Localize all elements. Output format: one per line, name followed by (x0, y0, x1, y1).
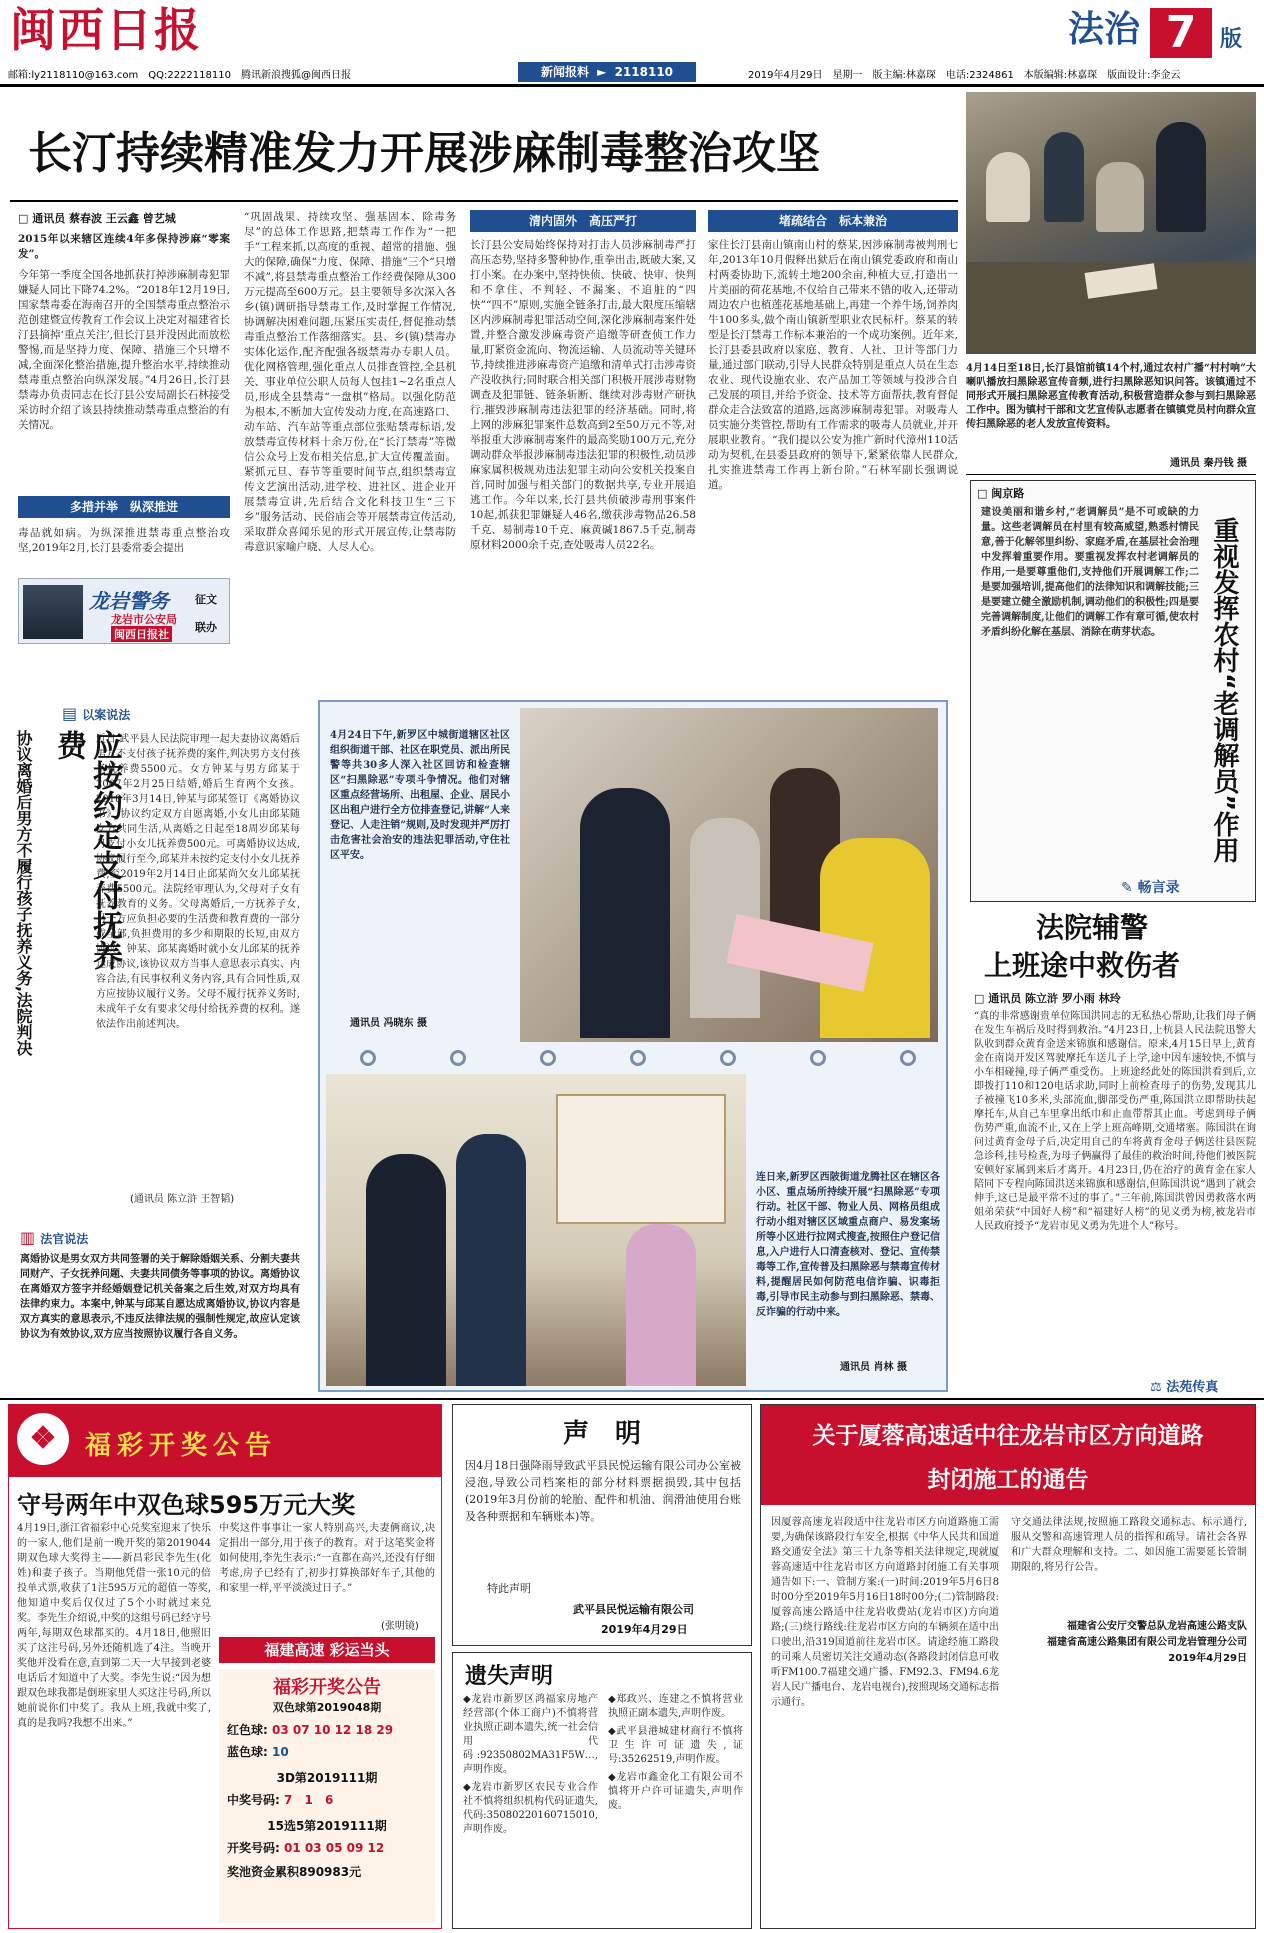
lottery-notice-title: 福彩开奖公告 (273, 1677, 381, 1698)
case-credit: (通讯员 陈立浒 王智韬) (130, 1194, 235, 1205)
masthead-rule (0, 84, 1264, 87)
village-elders-photo (966, 92, 1256, 354)
section-name: 法治 (1068, 9, 1141, 50)
lost-list (463, 1693, 743, 1925)
mid-caption-2: 连日来,新罗区西陂街道龙腾社区在辖区各小区、重点场所持续开展“扫黑除恶”专项行动。社区干部、物业人员、网格员组成行动小组对辖区区域重点商户、易发案场所等小区进行拉网式搜查,按照住户登记信息,入户进行人口清查核对、登记、宣传禁毒等工作,宣传普及扫黑除恶与禁毒宣传材料,提醒居民如何防范电信诈骗、识毒拒毒,引导市民主动参与到扫黑除恶、禁毒、反诈骗的行动中来。 (756, 1172, 940, 1318)
court-body: “真的非常感谢贵单位陈国洪同志的无私热心帮助,让我们母子俩在发生车祸后及时得到救治。”4月23日,上杭县人民法院迅警大队收到群众黄育金送来锦旗和感谢信。原来,4月15日早上,黄育金在南岗开发区驾驶摩托车送儿子上学,途中因车速较快,不慎与小车相碰撞,母子俩严重受伤。上班途经此处的陈国洪看到后,立即拨打110和120电话求助,同时上前检查母子的伤势,发现其儿子被撞飞10多米,头部流血,脚部受伤严重,陈国洪立即帮助扶起摩托车,从自己车里拿出纸巾和止血带帮其止血。考虑到母子俩伤势严重,血流不止,又在上学上班高峰期,交通堵塞。陈国洪在询问过黄育金母子后,决定用自己的车将黄育金母子俩送往县医院急诊科,挂号检查,为母子俩赢得了最佳的救治时间,待他们被医院安顿好家属到来后才离开。4月23日,仍在治疗的黄育金在家人陪同下专程向陈国洪送来锦旗和感谢信,但陈国洪说“遇到了就会伸手,这已是最平常不过的事了。”三年前,陈国洪曾因勇救落水两姐弟荣获“中国好人榜”和“福建好人榜”的见义勇为榜,被龙岩市人民政府授予“龙岩市见义勇为先进个人”称号。 (974, 1011, 1256, 1232)
lottery-15x5-title: 15选5第2019111期 (267, 1819, 387, 1833)
masthead (0, 0, 1264, 80)
lead-col4: 家住长汀县南山镇南山村的蔡某,因涉麻制毒被判刑七年,2013年10月假释出狱后在南山镇党委政府和南山村两委协助下,流转土地200余亩,种植大豆,打造出一片美丽的荷花基地,不仅给自己带来不错的收入,还带动周边农户也植莲花基地基础上,再建一个养牛场,饲养肉牛100多头,做个南山镇新型职业农民标杆。蔡某的转型是长汀禁毒工作标本兼治的一个成功案例。近年来,长汀县委县政府以家庭、教育、人社、卫计等部门力量,通过部门联动,引导人民群众特别是重点人员在生态农业、现代设施农业、农产品加工等领域与投涉合自己发展的项目,并给予资金、技术等方面帮扶,教育督促群众走合法致富的道路,远离涉麻制毒犯罪。对吸毒人员实施分类管控,帮助有工作需求的吸毒人员就业,并开展职业教育。“我们提以公安为推广新时代漳州110活动为契机,在县委县政府的领导下,紧紧依靠人民群众,扎实推进禁毒工作再上新台阶。”石林军副长强调说道。 (708, 239, 958, 491)
hotline-label: 新闻报料 (540, 65, 589, 79)
lost-title: 遗失声明 (465, 1664, 554, 1689)
comment-title: 重视发挥农村“老调解员”作用 (1209, 517, 1239, 864)
lottery-headline: 守号两年中双色球595万元大奖 (17, 1491, 356, 1519)
lead-subhead-1: 多措并举 纵深推进 (18, 496, 230, 518)
statement-box (452, 1404, 752, 1646)
village-photo-credit: 通讯员 秦丹钱 摄 (1170, 458, 1247, 469)
right-col-rule (966, 474, 1256, 475)
lead-col1b: 毒品就如病。为纵深推进禁毒重点整治攻坚,2019年2月,长汀县委常委会提出 (18, 527, 230, 554)
statement-org: 武平县民悦运输有限公司 (573, 1603, 694, 1616)
lead-headline-rule (10, 200, 958, 202)
lead-col1: 今年第一季度全国各地抓获打掉涉麻制毒犯罪嫌疑人同比下降74.2%。“2018年12月19日,国家禁毒委在海南召开的全国禁毒重点整治示范创建暨宣传教育工作会议上决定对福建省长汀县摘掉‘重点关注’,但长汀县并没因此而放松警惕,而是坚持力度、保障、措施三个只增不减,全面深化整治措施,提升整治水平,持续推动禁毒重点整治向纵深发展。”4月26日,长汀县禁毒办负责同志在长汀县公安局副长石林接受采访时介绍了该县持续推动禁毒重点整治的有关情况。 (18, 269, 230, 431)
lost-item: ◆龙岩市鑫金化工有限公司不慎将开户许可证遗失,声明作废。 (608, 1772, 743, 1811)
road-notice-title-1: 关于厦蓉高速适中往龙岩市区方向道路 (812, 1423, 1204, 1449)
village-photo-caption: 4月14日至18日,长汀县馆前镇14个村,通过农村广播“村村响”大喇叭播放扫黑除恶宣传音频,进行扫黑除恶知识问答。该镇通过不同形式开展扫黑除恶宣传教育活动,积极营造群众参与到扫黑除恶工作中。图为镇村干部和文艺宣传队志愿者在镇镇党员村向群众宣传扫黑除恶的老人发放宣传资料。 (966, 363, 1256, 430)
lottery-section (8, 1404, 442, 1929)
community-check-photo-1 (520, 708, 938, 1042)
lottery-notice-box (219, 1669, 435, 1923)
road-notice-body: 因厦蓉高速龙岩段适中往龙岩市区方向道路施工需要,为确保该路段行车安全,根据《中华人民共和国道路交通安全法》第三十九条等相关法律规定,现就厦蓉高速适中往龙岩市区方向道路封闭施工有关事项通告如下:一、管制方案:(一)时间:2019年5月6日8时00分至2019年5月16日18时00分;(二)管制路段:厦蓉高速公路适中往龙岩收费站(龙岩市区)方向道路;(三)绕行路线:往龙岩市区方向的车辆须在适中出口驶出,沿319国道前往龙岩市区。请途经施工路段的司乘人员密切关注交通动态(各路段封闭信息可收听FM100.7福建交通广播、FM92.3、FM94.6龙岩人民广播电台、龙岩电视台),按照现场交通标志指示通行。 (771, 1517, 999, 1708)
lead-subhead-2: 清内固外 高压严打 (470, 210, 696, 232)
gavel-icon: ▥ (20, 1228, 36, 1247)
mid-credit-1: 通讯员 冯晓东 摄 (350, 1018, 427, 1029)
lottery-3d-title: 3D第2019111期 (276, 1771, 378, 1785)
lottery-3d-label: 中奖号码: (227, 1793, 280, 1807)
road-notice-header (761, 1405, 1255, 1505)
comment-label-text: 畅言录 (1137, 880, 1180, 896)
court-label (1150, 1376, 1218, 1395)
road-notice-org-2: 福建省高速公路集团有限公司龙岩管理分公司 (1047, 1637, 1247, 1648)
mid-caption-1: 4月24日下午,新罗区中城街道辖区社区组织街道干部、社区在职党员、派出所民警等共30多人深入社区回访和检查辖区“扫黑除恶”专项斗争情况。他们对辖区重点经营场所、出租屋、企业、居民小区出租户进行全方位排查登记,讲解“人来登记、人走注销”规则,及时发现并严厉打击危害社会治安的违法犯罪活动,守住社区平安。 (330, 730, 510, 861)
lottery-3d-row (227, 1791, 337, 1808)
lottery-15x5-label: 开奖号码: (227, 1841, 280, 1855)
case-tag-text: 以案说法 (82, 708, 131, 722)
lottery-15x5-row (227, 1839, 384, 1856)
police-ad-org1: 龙岩市公安局 (111, 613, 177, 626)
lottery-red-row (227, 1721, 393, 1738)
case-body-tail (12, 1142, 300, 1158)
red-ball-label: 红色球: (227, 1723, 268, 1737)
lottery-blue-row (227, 1743, 289, 1760)
statement-end: 特此声明 (487, 1582, 531, 1595)
road-notice-date: 2019年4月29日 (1168, 1653, 1247, 1664)
lead-headline: 长汀持续精准发力开展涉麻制毒整治攻坚 (28, 128, 820, 179)
case-comment: 离婚协议是男女双方共同签署的关于解除婚姻关系、分割夫妻共同财产、子女抚养问题、夫妻共同债务等事项的协议。离婚协议在离婚双方签字并经婚姻登记机关备案之后生效,对双方均具有法律约束力。本案中,钟某与邱某自愿达成离婚协议,协议内容是双方真实的意思表示,不违反法律法规的强制性规定,故应认定该协议为有效协议,双方应当按照协议履行各自义务。 (20, 1254, 300, 1340)
blue-ball-numbers: 10 (272, 1745, 289, 1759)
lottery-credit: (张明镜) (381, 1621, 419, 1632)
comment-box (970, 480, 1256, 902)
scale-icon: ⚖ (1150, 1380, 1162, 1395)
book-icon: ▤ (62, 704, 78, 723)
police-ad-org2: 闽西日报社 (111, 626, 172, 642)
case-tag2 (20, 1228, 88, 1247)
road-notice-body-2: 守交通法律法规,按照施工路段交通标志、标示通行,服从交警和高速管理人员的指挥和疏导。请社会各界和广大群众理解和支持。二、如因施工需要延长管制期限的,将另行公告。 (1011, 1517, 1247, 1573)
blue-ball-label: 蓝色球: (227, 1745, 268, 1759)
page-suffix: 版 (1220, 27, 1243, 52)
road-notice-org-1: 福建省公安厅交警总队龙岩高速公路支队 (1067, 1621, 1247, 1632)
lead-subhead-3: 堵疏结合 标本兼治 (708, 210, 958, 232)
police-ad-tag2: 联办 (195, 621, 217, 634)
case-title: 应按约定支付抚养费 (51, 730, 122, 970)
lottery-notice-sub: 双色球第2019048期 (272, 1701, 382, 1714)
lost-item: ◆武平县港城建材商行不慎将卫生许可证遗失,证号:35262519,声明作废。 (608, 1726, 743, 1765)
community-check-photo-2 (326, 1074, 746, 1386)
statement-date: 2019年4月29日 (601, 1623, 688, 1636)
lottery-banner (9, 1405, 441, 1477)
lost-item: ◆龙岩市新罗区农民专业合作社不慎将组织机构代码证遗失,代码:35080220160715010,声明作废。 (463, 1782, 598, 1835)
lost-box (452, 1652, 752, 1929)
lost-item: ◆郑政兴、连建之不慎将营业执照正副本遗失,声明作废。 (608, 1694, 743, 1719)
lead-col2: “巩固战果、持续攻坚、强基固本、除毒务尽”的总体工作思路,把禁毒工作作为“一把手”工程来抓,以高度的重视、超常的措施、强大的保障,确保“力度、保障、措施”三个“只增不减”,将县禁毒重点整治工作经费保障从300万元提高至600万元。县主要领导多次深入各乡(镇)调研指导禁毒工作,及时掌握工作情况,协调解决困难问题,压紧压实责任,督促推动禁毒重点整治工作落细落实。县、乡(镇)禁毒办实体化运作,配齐配强各级禁毒办专职人员。优化网格管理,强化重点人员排查管控,全县机关、事业单位公职人员每人包挂1~2名重点人员,形成全县禁毒“一盘棋”格局。以强化防范为根本,不断加大宣传发动力度,在高速路口、动车站、汽车站等重点部位张贴禁毒标语,发放禁毒宣传材料十余万份,在“长汀禁毒”等微信公众号上发布相关信息,扩大宣传覆盖面。紧抓元旦、春节等重要时间节点,组织禁毒宣传文艺演出活动,进学校、进社区、进企业开展禁毒宣讲,先后结合文化科技卫生“三下乡”服务活动、民俗庙会等开展禁毒宣传活动,采取群众喜闻乐见的形式开展宣传,让禁毒防毒意识家喻户晓、人尽人心。 (244, 211, 456, 553)
welfare-lottery-logo: ❖ (17, 1413, 69, 1465)
page-number-box (1150, 8, 1212, 58)
lottery-15x5-numbers: 01 03 05 09 12 (284, 1841, 385, 1855)
court-title-2: 上班途中救伤者 (984, 949, 1181, 982)
lottery-banner-text: 福彩开奖公告 (85, 1431, 278, 1461)
date-line: 2019年4月29日 星期一 版主编:林嘉琛 电话:2324861 本版编辑:林嘉琛 版面设计:李金云 (748, 70, 1181, 81)
court-label-text: 法苑传真 (1166, 1380, 1219, 1395)
comment-tag: □ 闽京路 (977, 487, 1025, 500)
police-ad-name: 龙岩警务 (89, 589, 169, 613)
case-tag (62, 704, 130, 723)
lottery-pool: 奖池资金累积890983元 (227, 1865, 362, 1879)
pen-icon: ✎ (1121, 880, 1133, 896)
lead-intro: 2015年以来辖区连续4年多保持涉麻“零案发”。 (18, 233, 230, 260)
case-body: 近日,武平县人民法院审理一起夫妻协议离婚后男方不支付孩子抚养费的案件,判决男方支付孩子抚养费5500元。女方钟某与男方邱某于2007年2月25日结婚,婚后生育两个女孩。2018年3月14日,钟某与邱某签订《离婚协议书》,协议约定双方自愿离婚,小女儿由邱某随女方共同生活,从离婚之日起至18周岁邱某每月支付小女儿抚养费500元。可离婚协议达成,协议履行至今,邱某并未按约定支付小女儿抚养费,至2019年2月14日止邱某尚欠女儿邱某抚养费5500元。法院经审理认为,父母对子女有抚养教育的义务。父母离婚后,一方抚养子女,另一方应负担必要的生活费和教育费的一部分或全部,负担费用的多少和期限的长短,由双方协议。钟某、邱某离婚时就小女儿邱某的抚养达成协议,该协议双方当事人意思表示真实、内容合法,有民事权利义务内容,具有合同性质,双方应按协议履行义务。父母不履行抚养义务时,未成年子女有要求父母付给抚养费的权利。遂依法作出前述判决。 (96, 734, 300, 1030)
case-subtitle: 协议离婚后男方不履行孩子抚养义务,法院判决 (14, 730, 33, 1057)
lottery-3d-numbers: 7 1 6 (284, 1793, 338, 1807)
lost-item: ◆龙岩市新罗区鸿福家房地产经营部(个体工商户)不慎将营业执照正副本遗失,统一社会信用代码:92350802MA31F5W…,声明作废。 (463, 1694, 598, 1775)
lead-col3: 长汀县公安局始终保持对打击人员涉麻制毒严打高压态势,坚持多警种协作,重拳出击,既破大案,又打小案。在办案中,坚持快侦、快破、快审、快判和不拿住、不判轻、不漏案、不追脏的“四快”“四不”原则,实施全链条打击,最大限度压缩辖区内涉麻制毒犯罪活动空间,深化涉麻制毒案件处置,并整合激发涉麻毒资产追缴等研查侦工作力量,盯紧资金流向、物流运输、人员流动等关键环节,持续推进涉麻毒资产追缴和清单式打击涉毒资产没收执行;同时联合相关部门积极开展涉毒财物调查及犯罪链、链条斩断、继续对涉毒财产研执行,摧毁涉麻制毒违法犯罪的经济基础。同时,将上网的涉麻犯罪案件总数高到2至50万元不等,对举报重大涉麻制毒案件的最高奖励100万元,充分调动群众举报涉麻制毒违法犯罪的积极性,动员涉麻家属积极规劝违法犯罪主动向公安机关投案自首,同时加强与相关部门的数据共享,专业开展追逃工作。今年以来,长汀县共侦破涉毒刑事案件10起,抓获犯罪嫌疑人46名,缴获涉毒物品26.58千克、易制毒10千克、麻黄碱1867.5千克,制毒原材料2000余千克,查处吸毒人员22名。 (470, 239, 696, 551)
lottery-banner-2: 福建高速 彩运当头 (219, 1637, 435, 1663)
lottery-body-1: 4月19日,浙江省福彩中心兑奖室迎来了快乐的一家人,他们是前一晚开奖的第2019044期双色球大奖得主——新昌彩民李先生(化姓)和妻子孩子。当期他凭借一张10元的倍投单式票,收获了1注595万元的超值一等奖,他知道中奖后仅仅过了5个小时就过来兑奖。李先生介绍说,中奖的这组号码已经守号两年,每期双色球都买的。4月18日,他照旧买了这注号码,另外还随机选了4注。当晚开奖他并没看在意,直到第二天一大早接到老婆电话后才知道中了大奖。李先生说:“因为想跟双色球我都是倒班家里人买这注号码,所以她前说你们中奖了。我从上班,我就中奖了,真的是我吗?我想不出来。” (17, 1523, 211, 1729)
police-ad (18, 578, 230, 644)
mid-credit-2: 通讯员 肖林 摄 (840, 1362, 907, 1373)
case-tag2-text: 法官说法 (40, 1232, 89, 1246)
ad-divider-rule (0, 1398, 1264, 1400)
road-notice-box (760, 1404, 1256, 1929)
court-title-1: 法院辅警 (1036, 911, 1149, 944)
lottery-body-2: 中奖这件事事让一家人特别高兴,夫妻俩商议,决定捐出一部分,用于孩子的教育。对于这笔奖金将如何使用,李先生表示:“一直都在高兴,还没有仔细考虑,房子已经有了,初步打算换部好车子,其他的和家里一样,平平淡淡过日子。” (219, 1523, 435, 1594)
page-number: 7 (1165, 7, 1197, 58)
comment-body: 建设美丽和谐乡村,“老调解员”是不可或缺的力量。这些老调解员在村里有较高威望,熟悉村情民意,善于化解邻里纠纷、家庭矛盾,在基层社会治理中发挥着重要作用。要重视发挥农村老调解员的作用,一是要尊重他们,支持他们开展调解工作;二是要加强培训,提高他们的法律知识和调解技能;三是要建立健全激励机制,调动他们的积极性;四是要完善调解制度,让他们的调解工作有章可循,使农村矛盾纠纷化解在基层、消除在萌芽状态。 (981, 507, 1199, 638)
red-ball-numbers: 03 07 10 12 18 29 (272, 1723, 394, 1737)
hotline-box: 新闻报料 ► 2118110 (518, 62, 696, 82)
police-figures-image (23, 585, 83, 639)
road-notice-title-2: 封闭施工的通告 (927, 1467, 1089, 1493)
statement-body: 因4月18日强降雨导致武平县民悦运输有限公司办公室被浸泡,导致公司档案柜的部分材料票据损毁,其中包括(2019年3月份前的轮胎、配件和机油、润滑油使用台账及各种票据和车辆账本)等。 (465, 1459, 741, 1523)
spiral-binding (360, 1046, 920, 1068)
hotline-number: 2118110 (614, 65, 674, 79)
newspaper-logo: 闽西日报 (10, 3, 202, 57)
statement-title: 声 明 (562, 1419, 641, 1449)
police-ad-tag1: 征文 (195, 593, 217, 606)
contact-line: 邮箱:ly2118110@163.com QQ:2222118110 腾讯新浪搜狐@闽西日报 (8, 70, 351, 81)
lead-byline: □ 通讯员 蔡春波 王云鑫 曾艺城 (18, 212, 176, 225)
court-byline: □ 通讯员 陈立浒 罗小雨 林玲 (974, 992, 1121, 1005)
comment-label (1121, 877, 1180, 897)
